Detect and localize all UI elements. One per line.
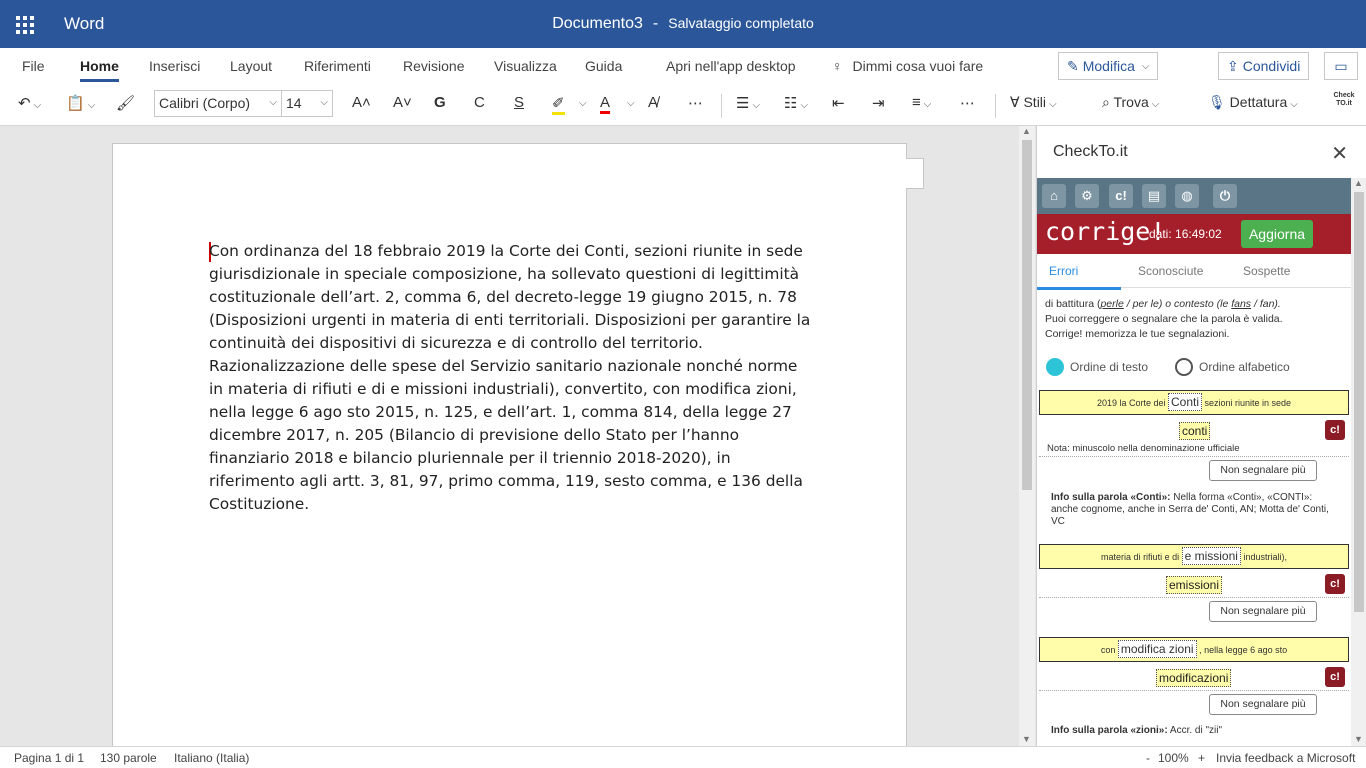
save-status: Salvataggio completato	[668, 15, 814, 31]
corrige-logo: corrige!	[1045, 217, 1166, 246]
chevron-down-icon[interactable]: ⌵	[627, 98, 635, 109]
divider	[995, 94, 996, 118]
non-segnalare-button[interactable]: Non segnalare più	[1209, 694, 1317, 715]
zoom-out-button[interactable]: -	[1146, 751, 1150, 765]
modifica-button[interactable]	[1058, 52, 1158, 80]
clipboard-icon[interactable]: 📋 ⌵	[66, 95, 96, 112]
order-alpha-label: Ordine alfabetico	[1199, 360, 1290, 374]
more-icon[interactable]: ⋯	[960, 95, 975, 112]
ribbon-tabs	[0, 48, 1366, 86]
title-bar	[0, 0, 1366, 48]
scroll-up-icon[interactable]: ▲	[1354, 178, 1363, 188]
divider	[1039, 456, 1349, 457]
undo-icon[interactable]: ↶ ⌵	[18, 95, 42, 112]
scrollbar-thumb[interactable]	[1022, 140, 1032, 490]
suggestion[interactable]: modificazioni	[1156, 669, 1231, 687]
document-canvas	[0, 126, 1036, 746]
home-toolbar	[0, 86, 1366, 124]
pdf-icon[interactable]: ▤	[1142, 184, 1166, 208]
zoom-in-button[interactable]: +	[1198, 751, 1206, 765]
radio-checked-icon	[1046, 358, 1064, 376]
document-scrollbar[interactable]	[1019, 126, 1035, 746]
italic-button[interactable]: C	[474, 94, 485, 111]
document-name[interactable]: Documento3	[552, 15, 643, 32]
close-icon[interactable]: ✕	[1331, 143, 1348, 165]
chevron-down-icon: ⌵	[320, 97, 328, 108]
tab-revisione[interactable]: Revisione	[403, 58, 465, 74]
data-timestamp: dati: 16:49:02	[1149, 227, 1222, 241]
document-title	[0, 15, 1366, 33]
suggestion[interactable]: conti	[1179, 422, 1210, 440]
align-icon[interactable]: ≡ ⌵	[912, 94, 932, 111]
pane-title: CheckTo.it	[1053, 143, 1128, 160]
font-size-select[interactable]	[281, 90, 333, 117]
increase-indent-icon[interactable]: ⇥	[872, 95, 885, 112]
tell-me-search[interactable]	[832, 58, 983, 74]
ribbon	[0, 48, 1366, 126]
numbering-icon[interactable]: ☷ ⌵	[784, 95, 809, 112]
corrige-button[interactable]: c!	[1325, 420, 1345, 440]
order-text-radio[interactable]	[1046, 358, 1148, 376]
microphone-icon: 🎙	[1208, 94, 1226, 110]
scrollbar-thumb[interactable]	[1354, 192, 1364, 612]
word-count[interactable]: 130 parole	[100, 751, 157, 765]
comments-button[interactable]	[1324, 52, 1358, 80]
word-info: Info sulla parola «Conti»: Nella forma «Conti», «CONTI»: anche cognome, anche in Serra de' Conti, AN; Motta de' Conti, VC	[1051, 492, 1329, 527]
page-tab	[906, 158, 924, 189]
tab-open-desktop[interactable]: Apri nell'app desktop	[666, 58, 796, 74]
tab-riferimenti[interactable]: Riferimenti	[304, 58, 371, 74]
tell-me-label: Dimmi cosa vuoi fare	[852, 58, 984, 74]
scroll-down-icon[interactable]: ▼	[1022, 734, 1031, 744]
page-count: Pagina 1 di 1	[14, 751, 85, 765]
order-alpha-radio[interactable]	[1175, 358, 1290, 376]
format-painter-icon[interactable]: 🖌	[116, 95, 136, 112]
checkto-toolbar	[1037, 178, 1351, 214]
condividi-label: Condividi	[1242, 58, 1301, 74]
tab-file[interactable]: File	[22, 58, 45, 74]
pane-scrollbar[interactable]	[1351, 178, 1366, 746]
language[interactable]: Italiano (Italia)	[174, 751, 250, 765]
app-name[interactable]: Word	[64, 14, 105, 33]
tab-visualizza[interactable]: Visualizza	[494, 58, 557, 74]
scroll-down-icon[interactable]: ▼	[1354, 734, 1363, 744]
clear-format-icon[interactable]: A̸	[648, 94, 659, 111]
tab-inserisci[interactable]: Inserisci	[149, 58, 201, 74]
radio-unchecked-icon	[1175, 358, 1193, 376]
dictation-button[interactable]: 🎙 Dettatura ⌵	[1208, 94, 1298, 110]
find-button[interactable]: ⌕ Trova ⌵	[1102, 94, 1160, 110]
font-color-icon[interactable]: A	[600, 94, 610, 114]
tab-sconosciute[interactable]: Sconosciute	[1138, 264, 1204, 278]
underline-button[interactable]: S	[514, 94, 525, 111]
bullets-icon[interactable]: ☰ ⌵	[736, 95, 761, 112]
font-name-value: Calibri (Corpo)	[159, 95, 251, 111]
corrige-button[interactable]: c!	[1325, 574, 1345, 594]
tab-layout[interactable]: Layout	[230, 58, 273, 74]
font-size-value: 14	[286, 95, 302, 111]
condividi-button[interactable]	[1218, 52, 1309, 80]
suggestion[interactable]: emissioni	[1166, 576, 1222, 594]
non-segnalare-button[interactable]: Non segnalare più	[1209, 601, 1317, 622]
bold-button[interactable]: G	[434, 94, 446, 111]
tab-sospette[interactable]: Sospette	[1243, 264, 1291, 278]
tab-home[interactable]: Home	[80, 58, 119, 74]
non-segnalare-button[interactable]: Non segnalare più	[1209, 460, 1317, 481]
corrige-header	[1037, 214, 1351, 254]
status-bar	[0, 746, 1366, 768]
feedback-link[interactable]: Invia feedback a Microsoft	[1216, 751, 1356, 765]
more-icon[interactable]: ⋯	[688, 95, 703, 112]
error-note: Nota: minuscolo nella denominazione ufficiale	[1047, 443, 1240, 454]
error-context[interactable]: con modifica zioni , nella legge 6 ago sto	[1039, 637, 1349, 662]
home-icon[interactable]: ⌂	[1042, 184, 1066, 208]
dictation-label: Dettatura	[1229, 94, 1288, 110]
font-name-select[interactable]	[154, 90, 282, 117]
tab-guida[interactable]: Guida	[585, 58, 623, 74]
divider	[1039, 597, 1349, 598]
title-separator: -	[652, 15, 659, 32]
lightbulb-icon: ♀	[832, 58, 843, 74]
divider	[1039, 690, 1349, 691]
zoom-level[interactable]: 100%	[1158, 751, 1189, 765]
chevron-down-icon: ⌵	[1141, 60, 1150, 72]
styles-label: Stili	[1023, 94, 1047, 110]
search-icon: ⌕	[1102, 94, 1110, 110]
document-body[interactable]: Con ordinanza del 18 febbraio 2019 la Corte dei Conti, sezioni riunite in sede giurisdizionale in speciale composizione, ha sollevato questioni di legittimità costituzionale dell’art. 2, comma 6, del decreto-legge 19 giugno 2015, n. 78 (Disposizioni urgenti in materia di enti territoriali. Disposizioni per garantire la continuità dei dispositivi di sicurezza e di controllo del territorio. Razionalizzazione delle spese del Servizio sanitario nazionale nonché norme in materia di rifiuti e di e missioni industriali), convertito, con modifica zioni, nella legge 6 ago sto 2015, n. 125, e dell’art. 1, comma 814, della legge 27 dicembre 2017, n. 205 (Bilancio di previsione dello Stato per l’hanno finanziario 2018 e bilancio pluriennale per il triennio 2018-2020), in riferimento agli artt. 3, 81, 97, primo comma, 119, sesto comma, e 136 della Costituzione.	[209, 242, 811, 513]
tab-errori[interactable]: Errori	[1049, 264, 1079, 278]
chevron-down-icon: ⌵	[269, 97, 277, 108]
decrease-indent-icon[interactable]: ⇤	[832, 95, 845, 112]
error-context[interactable]: materia di rifiuti e di e missioni industriali),	[1039, 544, 1349, 569]
corrige-icon[interactable]: c!	[1109, 184, 1133, 208]
help-text: di battitura (perle / per le) o contesto (le fans / fan). Puoi correggere o segnalare che la parola è valida. Corrige! memorizza le tue segnalazioni.	[1045, 298, 1283, 340]
checkto-pane	[1036, 126, 1366, 746]
comment-icon: ▭	[1334, 57, 1348, 74]
word-info: Info sulla parola «zioni»: Accr. di "zii"	[1051, 725, 1223, 736]
corrige-button[interactable]: c!	[1325, 667, 1345, 687]
scroll-up-icon[interactable]: ▲	[1022, 126, 1031, 136]
pencil-icon: ✎	[1067, 57, 1079, 74]
divider	[721, 94, 722, 118]
share-icon: ⇪	[1227, 57, 1239, 74]
modifica-label: Modifica	[1082, 58, 1135, 74]
checkto-tabs	[1037, 254, 1351, 288]
styles-icon: Ɐ	[1010, 94, 1020, 110]
order-text-label: Ordine di testo	[1070, 360, 1149, 374]
database-icon[interactable]: ◍	[1175, 184, 1199, 208]
aggiorna-button[interactable]: Aggiorna	[1241, 220, 1313, 248]
grow-font-icon[interactable]: A˄	[352, 94, 371, 111]
error-context[interactable]: 2019 la Corte dei Conti sezioni riunite in sede	[1039, 390, 1349, 415]
document-page[interactable]	[112, 143, 907, 746]
find-label: Trova	[1113, 94, 1149, 110]
checkto-button[interactable]: Check TO.it	[1333, 92, 1355, 107]
chevron-down-icon[interactable]: ⌵	[579, 98, 587, 109]
gear-icon[interactable]: ⚙	[1075, 184, 1099, 208]
styles-button[interactable]: Ɐ Stili ⌵	[1010, 94, 1057, 110]
highlight-icon[interactable]: ✐	[552, 94, 565, 115]
power-icon[interactable]: ⏻	[1213, 184, 1237, 208]
shrink-font-icon[interactable]: A˅	[393, 94, 412, 111]
